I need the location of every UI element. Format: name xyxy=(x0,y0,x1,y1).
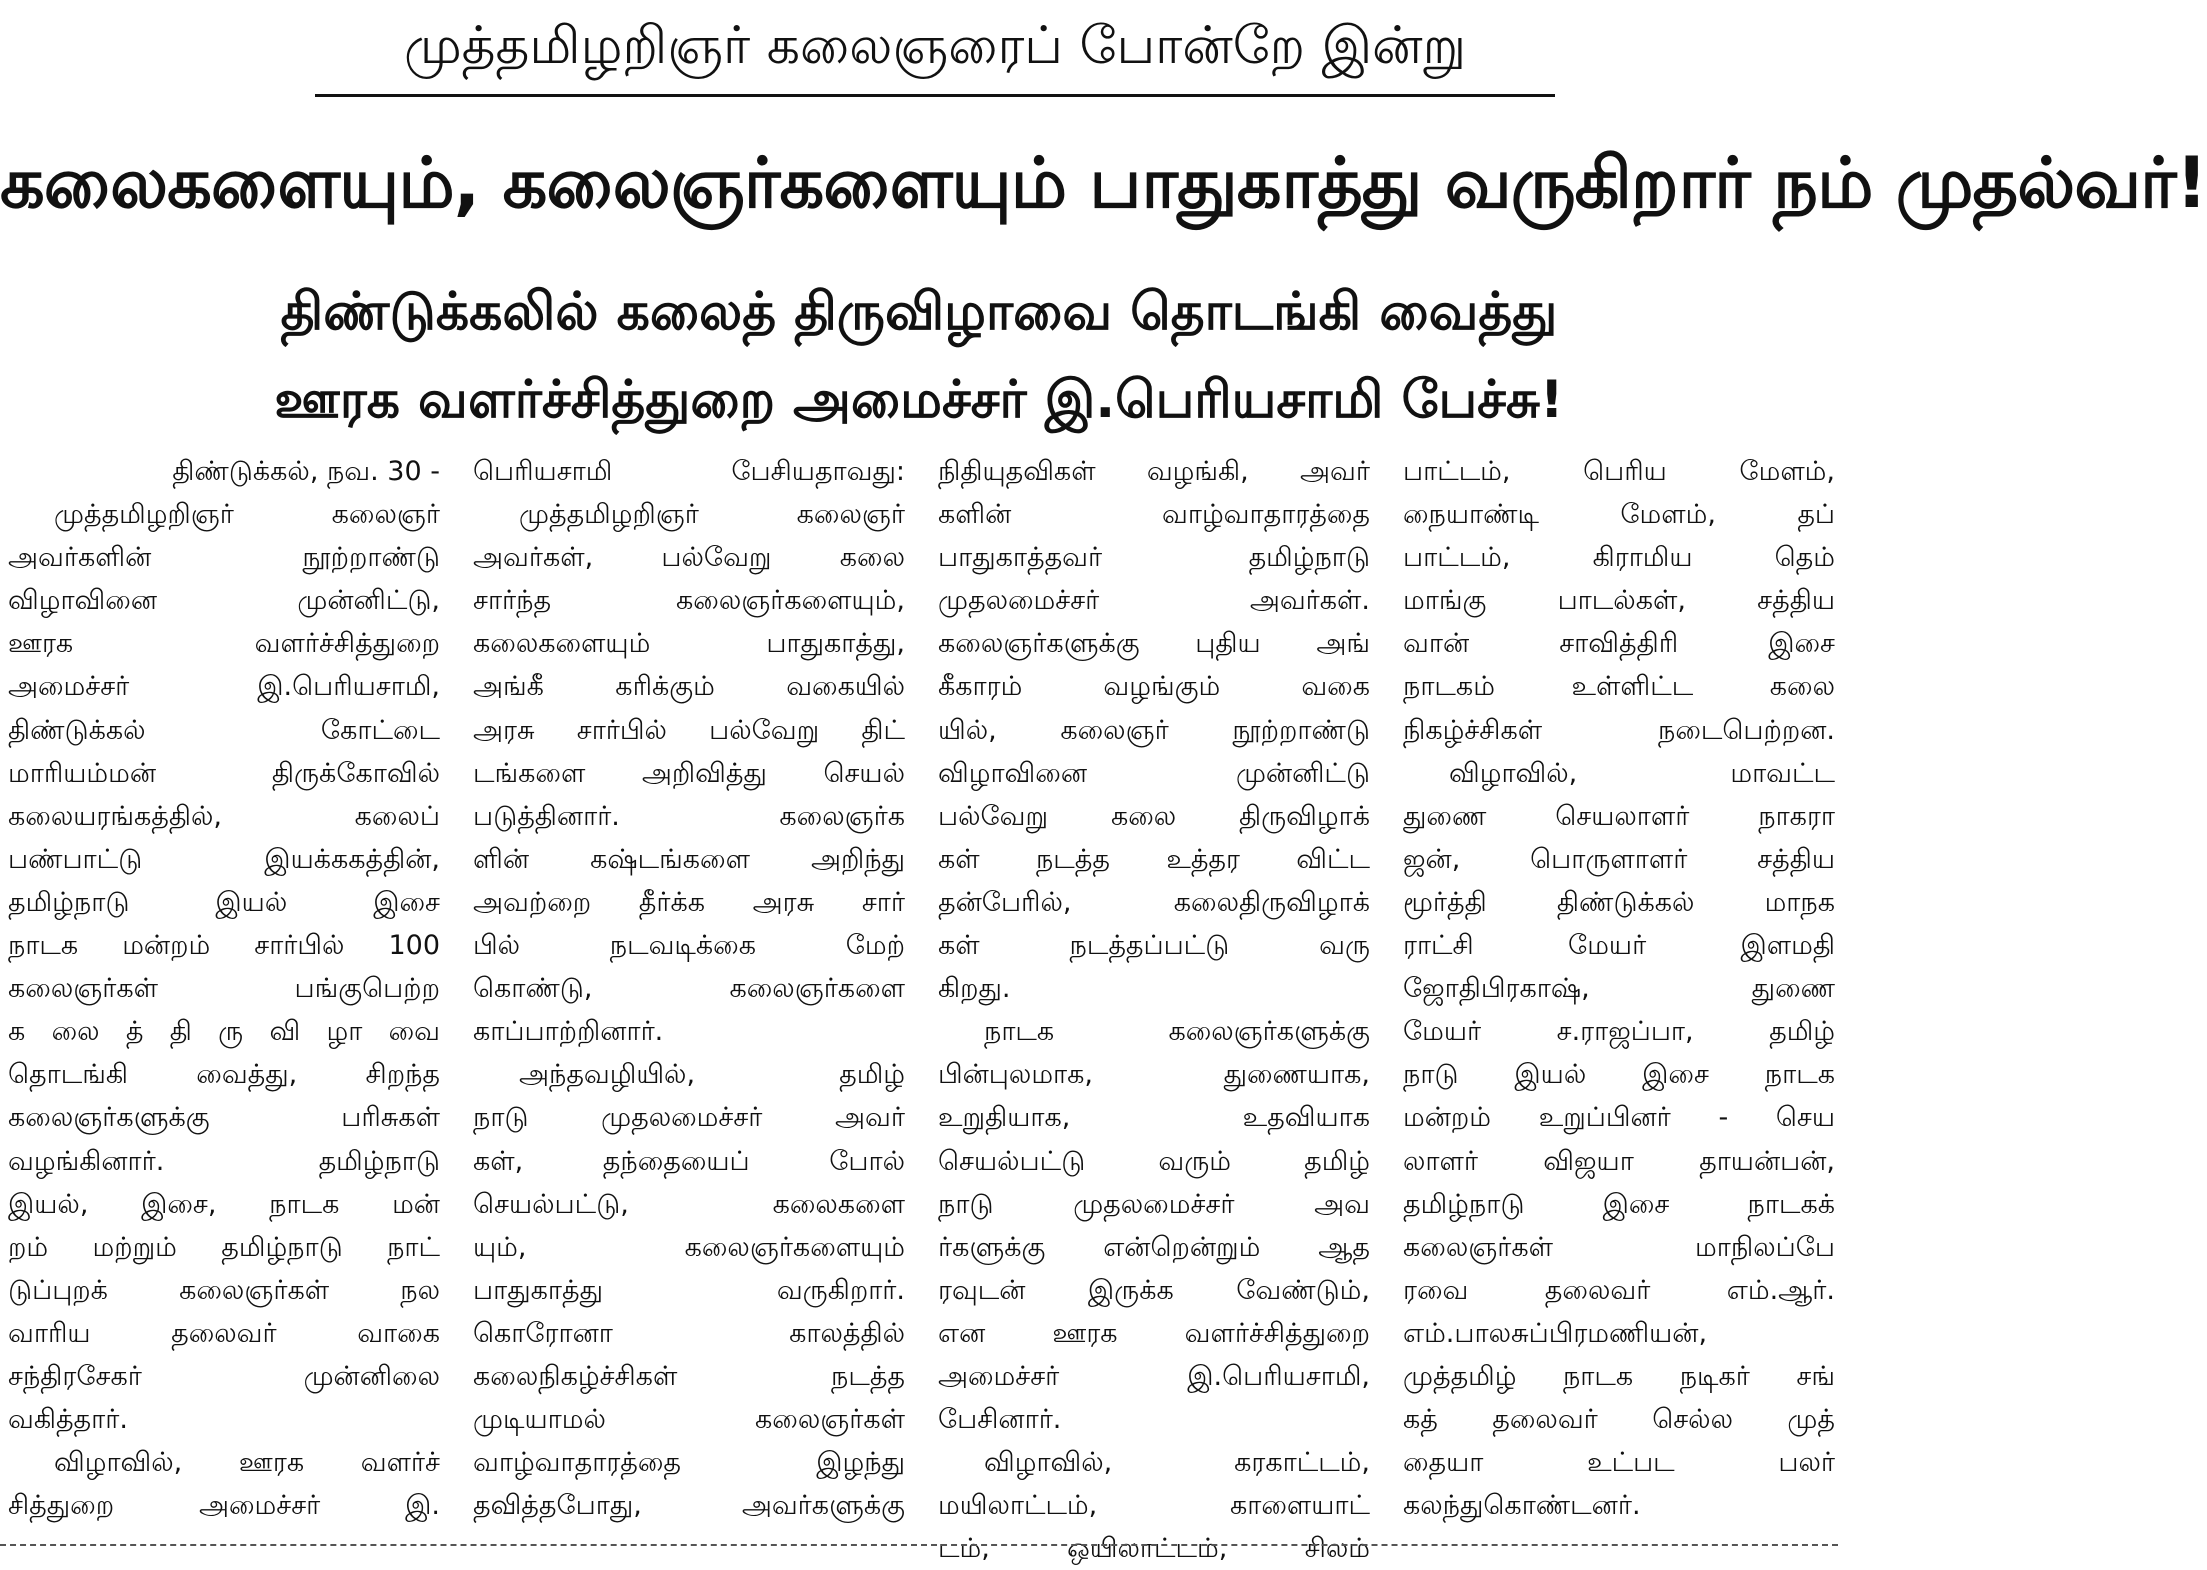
text-line: யில், கலைஞர் நூற்றாண்டு xyxy=(938,714,1370,746)
text-line: அங்கீ கரிக்கும் வகையில் xyxy=(473,671,905,703)
text-line: கிறது. xyxy=(938,973,1011,1005)
text-line: வகித்தார். xyxy=(8,1404,128,1436)
text-line: கலைஞர்கள் மாநிலப்பே xyxy=(1403,1231,1835,1263)
text-line: கள், தந்தையைப் போல் xyxy=(473,1145,905,1177)
text-line: முத்தமிழறிஞர் கலைஞர் xyxy=(54,499,440,531)
article-column-4 xyxy=(1403,450,1835,1540)
text-line: கலைநிகழ்ச்சிகள் நடத்த xyxy=(473,1360,905,1392)
text-line: மயிலாட்டம், காளையாட் xyxy=(938,1490,1370,1522)
text-line: கத் தலைவர் செல்ல முத் xyxy=(1403,1404,1835,1436)
text-line: கீகாரம் வழங்கும் வகை xyxy=(938,671,1370,703)
text-line: டங்களை அறிவித்து செயல் xyxy=(473,757,905,789)
text-line: திண்டுக்கல் கோட்டை xyxy=(8,714,440,746)
text-line: தையா உட்பட பலர் xyxy=(1403,1447,1835,1479)
text-line: ஊரக வளர்ச்சித்துறை xyxy=(8,628,440,660)
text-line: முதலமைச்சர் அவர்கள். xyxy=(938,585,1370,617)
text-line: திண்டுக்கல், நவ. 30 - xyxy=(172,456,440,487)
text-line: பாதுகாத்தவர் தமிழ்நாடு xyxy=(938,542,1370,574)
text-line: என ஊரக வளர்ச்சித்துறை xyxy=(938,1317,1370,1349)
text-line: மாரியம்மன் திருக்கோவில் xyxy=(8,757,440,789)
text-line: சார்ந்த கலைஞர்களையும், xyxy=(473,585,905,617)
text-line: ராட்சி மேயர் இளமதி xyxy=(1403,930,1835,962)
subheadline-1: திண்டுக்கலில் கலைத் திருவிழாவை தொடங்கி வைத்து xyxy=(280,282,1558,342)
text-line: அமைச்சர் இ.பெரியசாமி, xyxy=(8,671,440,703)
text-line: நையாண்டி மேளம், தப் xyxy=(1403,499,1835,531)
text-line: அமைச்சர் இ.பெரியசாமி, xyxy=(938,1360,1370,1392)
main-headline: கலைகளையும், கலைஞர்களையும் பாதுகாத்து வருகிறார் நம் முதல்வர்! xyxy=(0,142,2207,224)
text-line: முத்தமிழறிஞர் கலைஞர் xyxy=(519,499,905,531)
text-line: கலைஞர்களுக்கு பரிசுகள் xyxy=(8,1102,440,1134)
text-line: பல்வேறு கலை திருவிழாக் xyxy=(938,800,1370,832)
text-line: க லை த் தி ரு வி ழா வை xyxy=(8,1016,440,1048)
text-line: எம்.பாலசுப்பிரமணியன், xyxy=(1403,1317,1708,1349)
text-line: களின் வாழ்வாதாரத்தை xyxy=(938,499,1370,531)
text-line: முத்தமிழ் நாடக நடிகர் சங் xyxy=(1403,1360,1835,1392)
text-line: பாட்டம், கிராமிய தெம் xyxy=(1403,542,1835,574)
text-line: இயல், இசை, நாடக மன் xyxy=(8,1188,440,1220)
article-body xyxy=(8,450,1835,1565)
text-line: கள் நடத்தப்பட்டு வரு xyxy=(938,930,1370,962)
text-line: செயல்பட்டு வரும் தமிழ் xyxy=(938,1145,1370,1177)
text-line: தொடங்கி வைத்து, சிறந்த xyxy=(8,1059,440,1091)
article-column-2 xyxy=(473,450,905,1540)
text-line: டுப்புறக் கலைஞர்கள் நல xyxy=(8,1274,440,1306)
text-line: மன்றம் உறுப்பினர் - செய xyxy=(1403,1102,1835,1134)
text-line: யும், கலைஞர்களையும் xyxy=(473,1231,905,1263)
text-line: அரசு சார்பில் பல்வேறு திட் xyxy=(473,714,905,746)
text-line: மூர்த்தி திண்டுக்கல் மாநக xyxy=(1403,886,1835,918)
text-line: நிதியுதவிகள் வழங்கி, அவர் xyxy=(938,456,1370,487)
text-line: அவர்கள், பல்வேறு கலை xyxy=(473,542,905,574)
text-line: அவற்றை தீர்க்க அரசு சார் xyxy=(473,886,905,918)
text-line: நாடக கலைஞர்களுக்கு xyxy=(984,1016,1370,1048)
text-line: நாடு இயல் இசை நாடக xyxy=(1403,1059,1835,1091)
text-line: உறுதியாக, உதவியாக xyxy=(938,1102,1370,1134)
bottom-divider xyxy=(0,1544,1838,1548)
text-line: தமிழ்நாடு இயல் இசை xyxy=(8,886,440,918)
text-line: விழாவில், கரகாட்டம், xyxy=(984,1447,1370,1479)
text-line: ஜோதிபிரகாஷ், துணை xyxy=(1403,973,1835,1005)
article-column-1 xyxy=(8,450,440,1540)
text-line: விழாவில், மாவட்ட xyxy=(1449,757,1835,789)
text-line: துணை செயலாளர் நாகரா xyxy=(1403,800,1835,832)
text-line: நாடு முதலமைச்சர் அவர் xyxy=(473,1102,905,1134)
text-line: டம், ஒயிலாட்டம், சிலம் xyxy=(938,1533,1370,1565)
text-line: கலையரங்கத்தில், கலைப் xyxy=(8,800,440,832)
text-line: கொண்டு, கலைஞர்களை xyxy=(473,973,905,1005)
text-line: பில் நடவடிக்கை மேற் xyxy=(473,930,905,962)
text-line: ரவுடன் இருக்க வேண்டும், xyxy=(938,1274,1370,1306)
text-line: ர்களுக்கு என்றென்றும் ஆத xyxy=(938,1231,1370,1263)
text-line: சந்திரசேகர் முன்னிலை xyxy=(8,1360,440,1392)
text-line: கொரோனா காலத்தில் xyxy=(473,1317,905,1349)
text-line: மாங்கு பாடல்கள், சத்திய xyxy=(1403,585,1835,617)
text-line: பெரியசாமி பேசியதாவது: xyxy=(473,456,905,487)
text-line: முடியாமல் கலைஞர்கள் xyxy=(473,1404,905,1436)
text-line: செயல்பட்டு, கலைகளை xyxy=(473,1188,905,1220)
text-line: ரவை தலைவர் எம்.ஆர். xyxy=(1403,1274,1835,1306)
text-line: வாரிய தலைவர் வாகை xyxy=(8,1317,440,1349)
text-line: அவர்களின் நூற்றாண்டு xyxy=(8,542,440,574)
text-line: விழாவினை முன்னிட்டு xyxy=(938,757,1370,789)
text-line: ஜன், பொருளாளர் சத்திய xyxy=(1403,843,1835,875)
text-line: தன்பேரில், கலைதிருவிழாக் xyxy=(938,886,1370,918)
text-line: அந்தவழியில், தமிழ் xyxy=(519,1059,905,1091)
text-line: நிகழ்ச்சிகள் நடைபெற்றன. xyxy=(1403,714,1835,746)
text-line: பேசினார். xyxy=(938,1404,1062,1436)
text-line: ளின் கஷ்டங்களை அறிந்து xyxy=(473,843,905,875)
text-line: கலைகளையும் பாதுகாத்து, xyxy=(473,628,905,660)
text-line: பாட்டம், பெரிய மேளம், xyxy=(1403,456,1835,487)
text-line: காப்பாற்றினார். xyxy=(473,1016,664,1048)
text-line: பாதுகாத்து வருகிறார். xyxy=(473,1274,905,1306)
text-line: பின்புலமாக, துணையாக, xyxy=(938,1059,1370,1091)
subheadline-2: ஊரக வளர்ச்சித்துறை அமைச்சர் இ.பெரியசாமி பேச்சு! xyxy=(274,370,1564,430)
text-line: படுத்தினார். கலைஞர்க xyxy=(473,800,905,832)
text-line: விழாவினை முன்னிட்டு, xyxy=(8,585,440,617)
text-line: கலந்துகொண்டனர். xyxy=(1403,1490,1641,1522)
text-line: சித்துறை அமைச்சர் இ. xyxy=(8,1490,440,1522)
text-line: கலைஞர்கள் பங்குபெற்ற xyxy=(8,973,440,1005)
article-column-3 xyxy=(938,450,1370,1565)
text-line: வாழ்வாதாரத்தை இழந்து xyxy=(473,1447,905,1479)
text-line: வழங்கினார். தமிழ்நாடு xyxy=(8,1145,440,1177)
text-line: மேயர் ச.ராஜப்பா, தமிழ் xyxy=(1403,1016,1835,1048)
text-line: விழாவில், ஊரக வளர்ச் xyxy=(54,1447,440,1479)
text-line: தவித்தபோது, அவர்களுக்கு xyxy=(473,1490,905,1522)
text-line: கலைஞர்களுக்கு புதிய அங் xyxy=(938,628,1370,660)
text-line: நாடு முதலமைச்சர் அவ xyxy=(938,1188,1370,1220)
text-line: லாளர் விஜயா தாயன்பன், xyxy=(1403,1145,1835,1177)
text-line: நாடகம் உள்ளிட்ட கலை xyxy=(1403,671,1835,703)
text-line: கள் நடத்த உத்தர விட்ட xyxy=(938,843,1370,875)
text-line: றம் மற்றும் தமிழ்நாடு நாட் xyxy=(8,1231,440,1263)
text-line: தமிழ்நாடு இசை நாடகக் xyxy=(1403,1188,1835,1220)
text-line: பண்பாட்டு இயக்ககத்தின், xyxy=(8,843,440,875)
text-line: வான் சாவித்திரி இசை xyxy=(1403,628,1835,660)
text-line: நாடக மன்றம் சார்பில் 100 xyxy=(8,930,440,962)
kicker-headline: முத்தமிழறிஞர் கலைஞரைப் போன்றே இன்று xyxy=(315,6,1555,97)
